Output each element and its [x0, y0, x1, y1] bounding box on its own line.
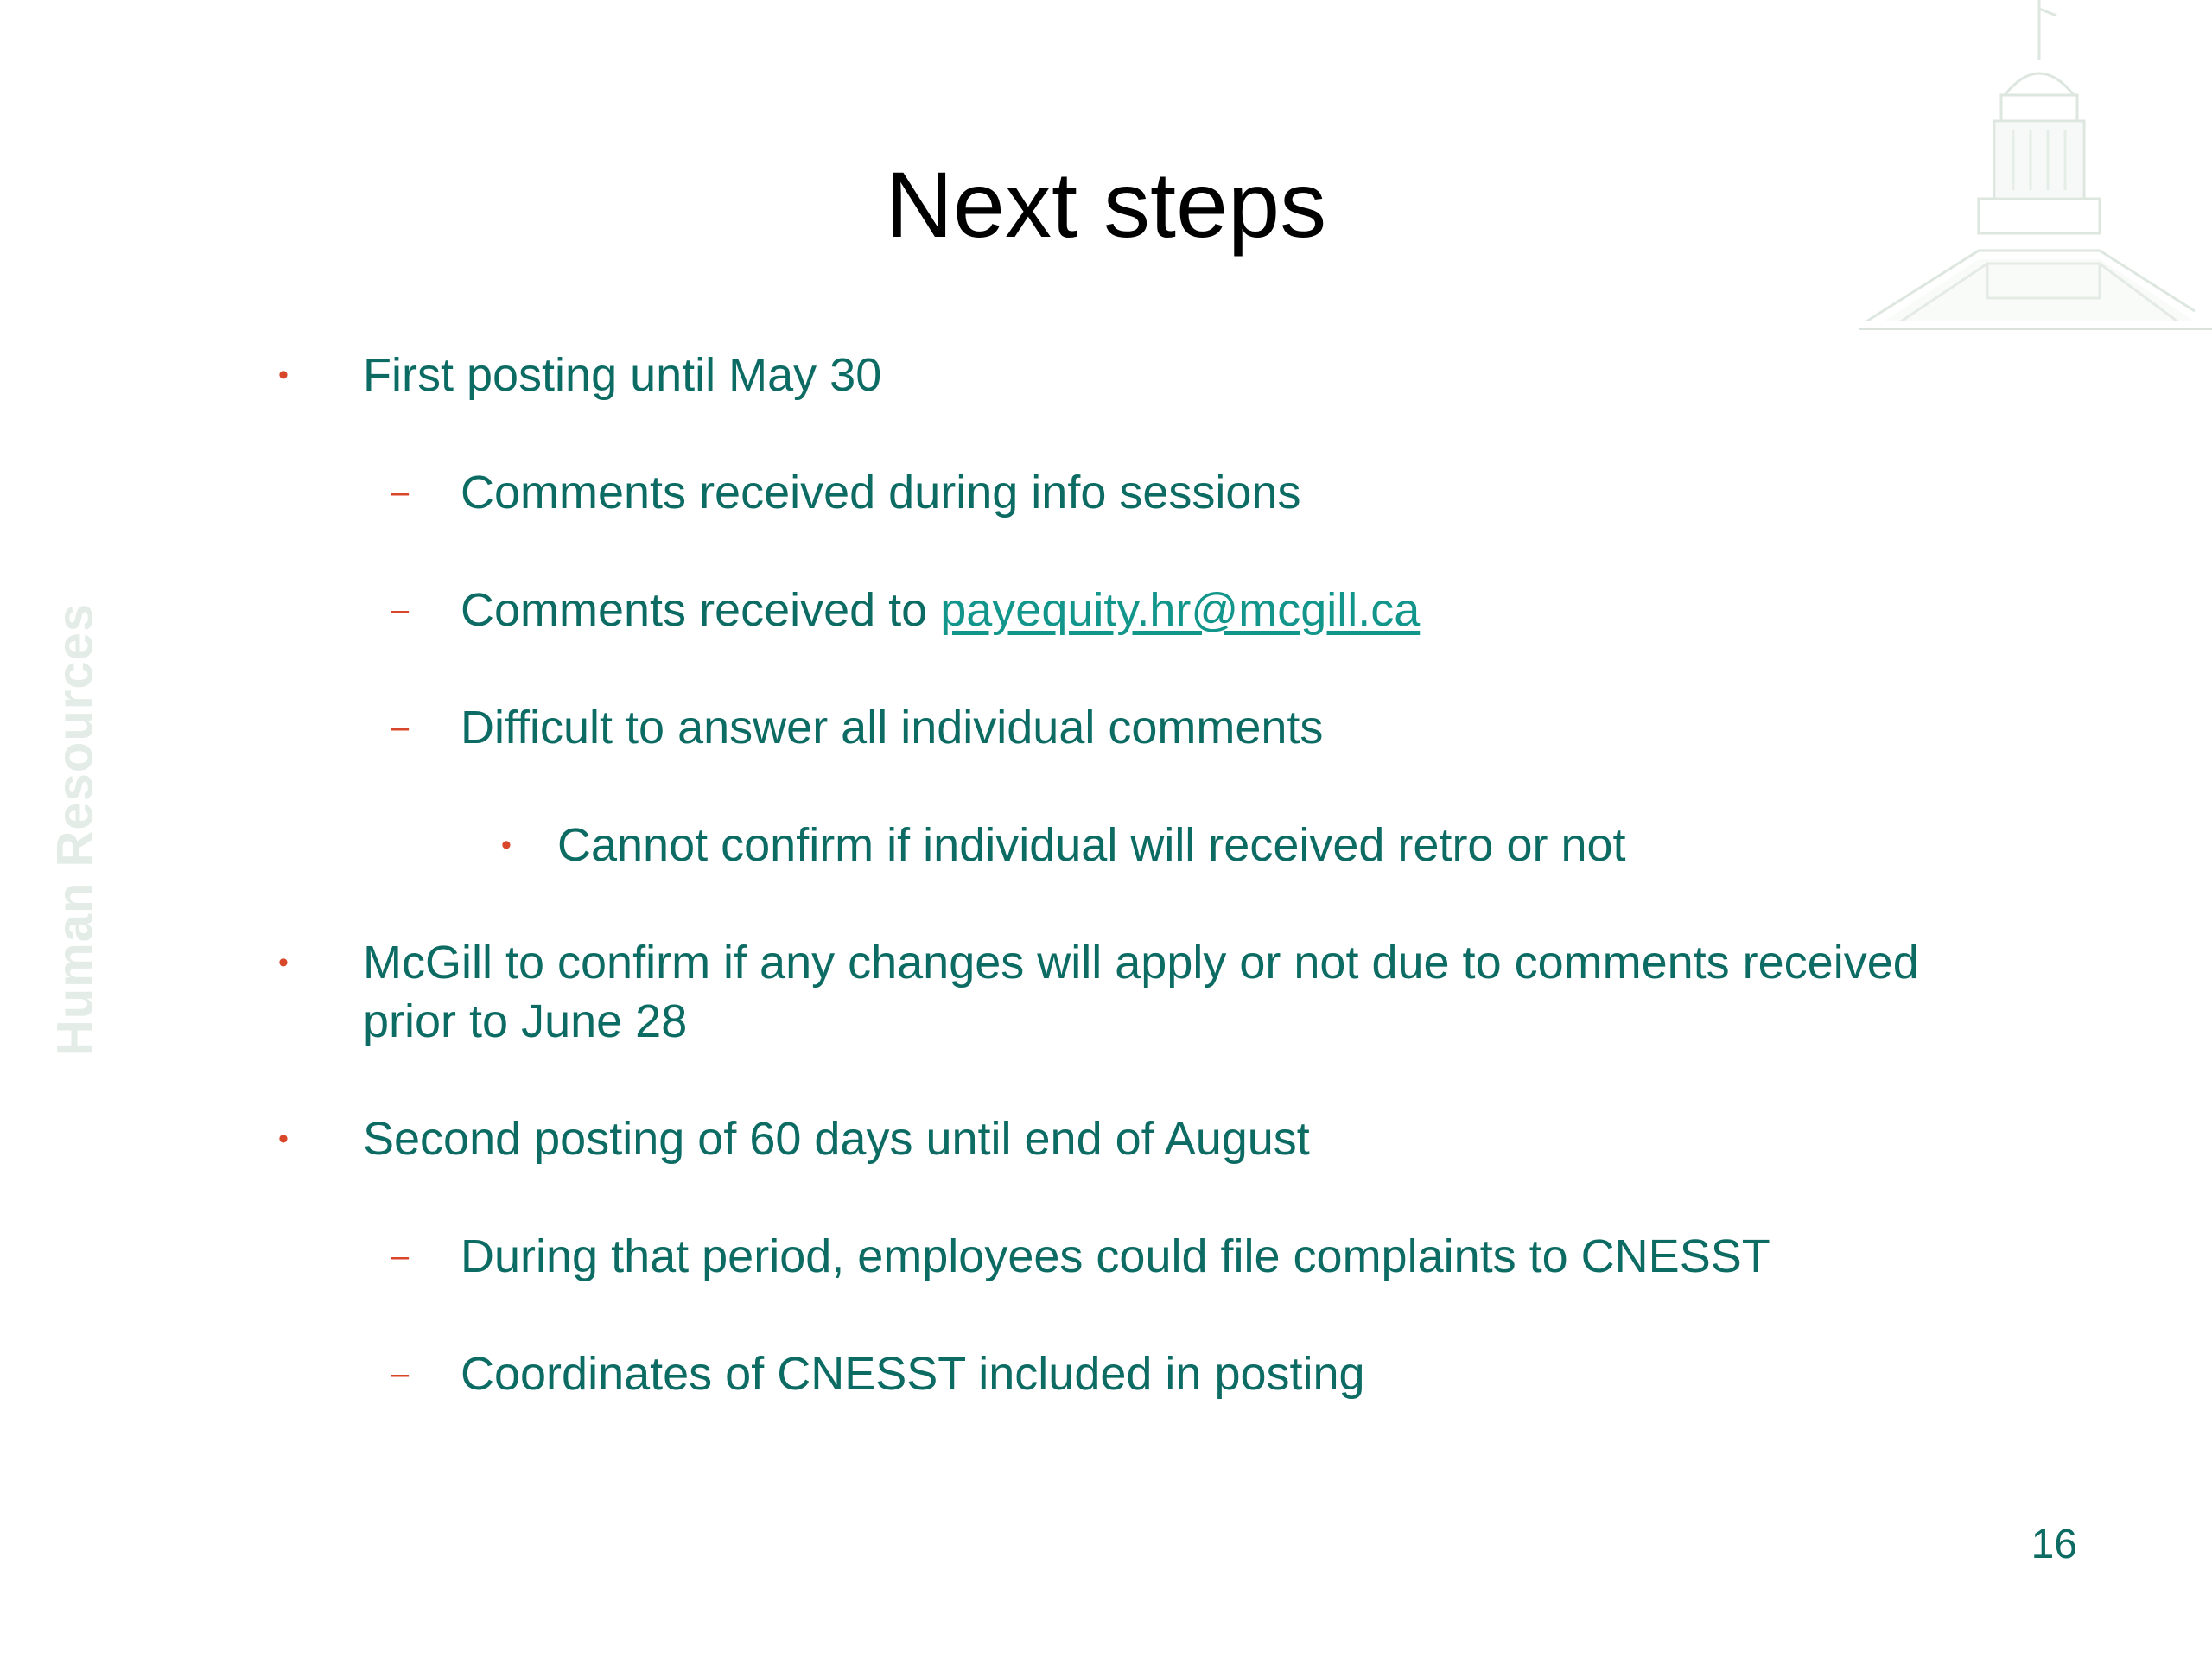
- dash-bullet-icon: –: [391, 709, 410, 746]
- list-item: Cannot confirm if individual will received retro or not: [557, 819, 1626, 871]
- list-item: Second posting of 60 days until end of August: [363, 1113, 1310, 1165]
- bullet-dot-icon: •: [501, 829, 512, 861]
- dash-bullet-icon: –: [391, 1238, 410, 1274]
- list-item: First posting until May 30: [363, 349, 882, 401]
- sidebar-label: Human Resources: [47, 602, 104, 1057]
- list-item-text: Comments received to: [461, 584, 941, 636]
- bullet-dot-icon: •: [278, 1122, 289, 1155]
- slide-title: Next steps: [885, 152, 1327, 257]
- list-item-line: McGill to confirm if any changes will apply or not due to comments received: [363, 937, 1919, 988]
- list-item: [363, 933, 1919, 1051]
- dash-bullet-icon: –: [391, 474, 410, 511]
- page-number: 16: [2031, 1522, 2077, 1567]
- email-link[interactable]: payequity.hr@mcgill.ca: [940, 584, 1421, 636]
- dash-bullet-icon: –: [391, 1356, 410, 1392]
- list-item: [461, 581, 1420, 639]
- dash-bullet-icon: –: [391, 592, 410, 628]
- bullet-dot-icon: •: [278, 359, 289, 391]
- list-item: Comments received during info sessions: [461, 467, 1301, 518]
- list-item-line: prior to June 28: [363, 995, 688, 1047]
- list-item: Difficult to answer all individual comments: [461, 702, 1324, 753]
- bullet-dot-icon: •: [278, 946, 289, 979]
- list-item: During that period, employees could file complaints to CNESST: [461, 1230, 1770, 1282]
- list-item: Coordinates of CNESST included in posting: [461, 1348, 1365, 1400]
